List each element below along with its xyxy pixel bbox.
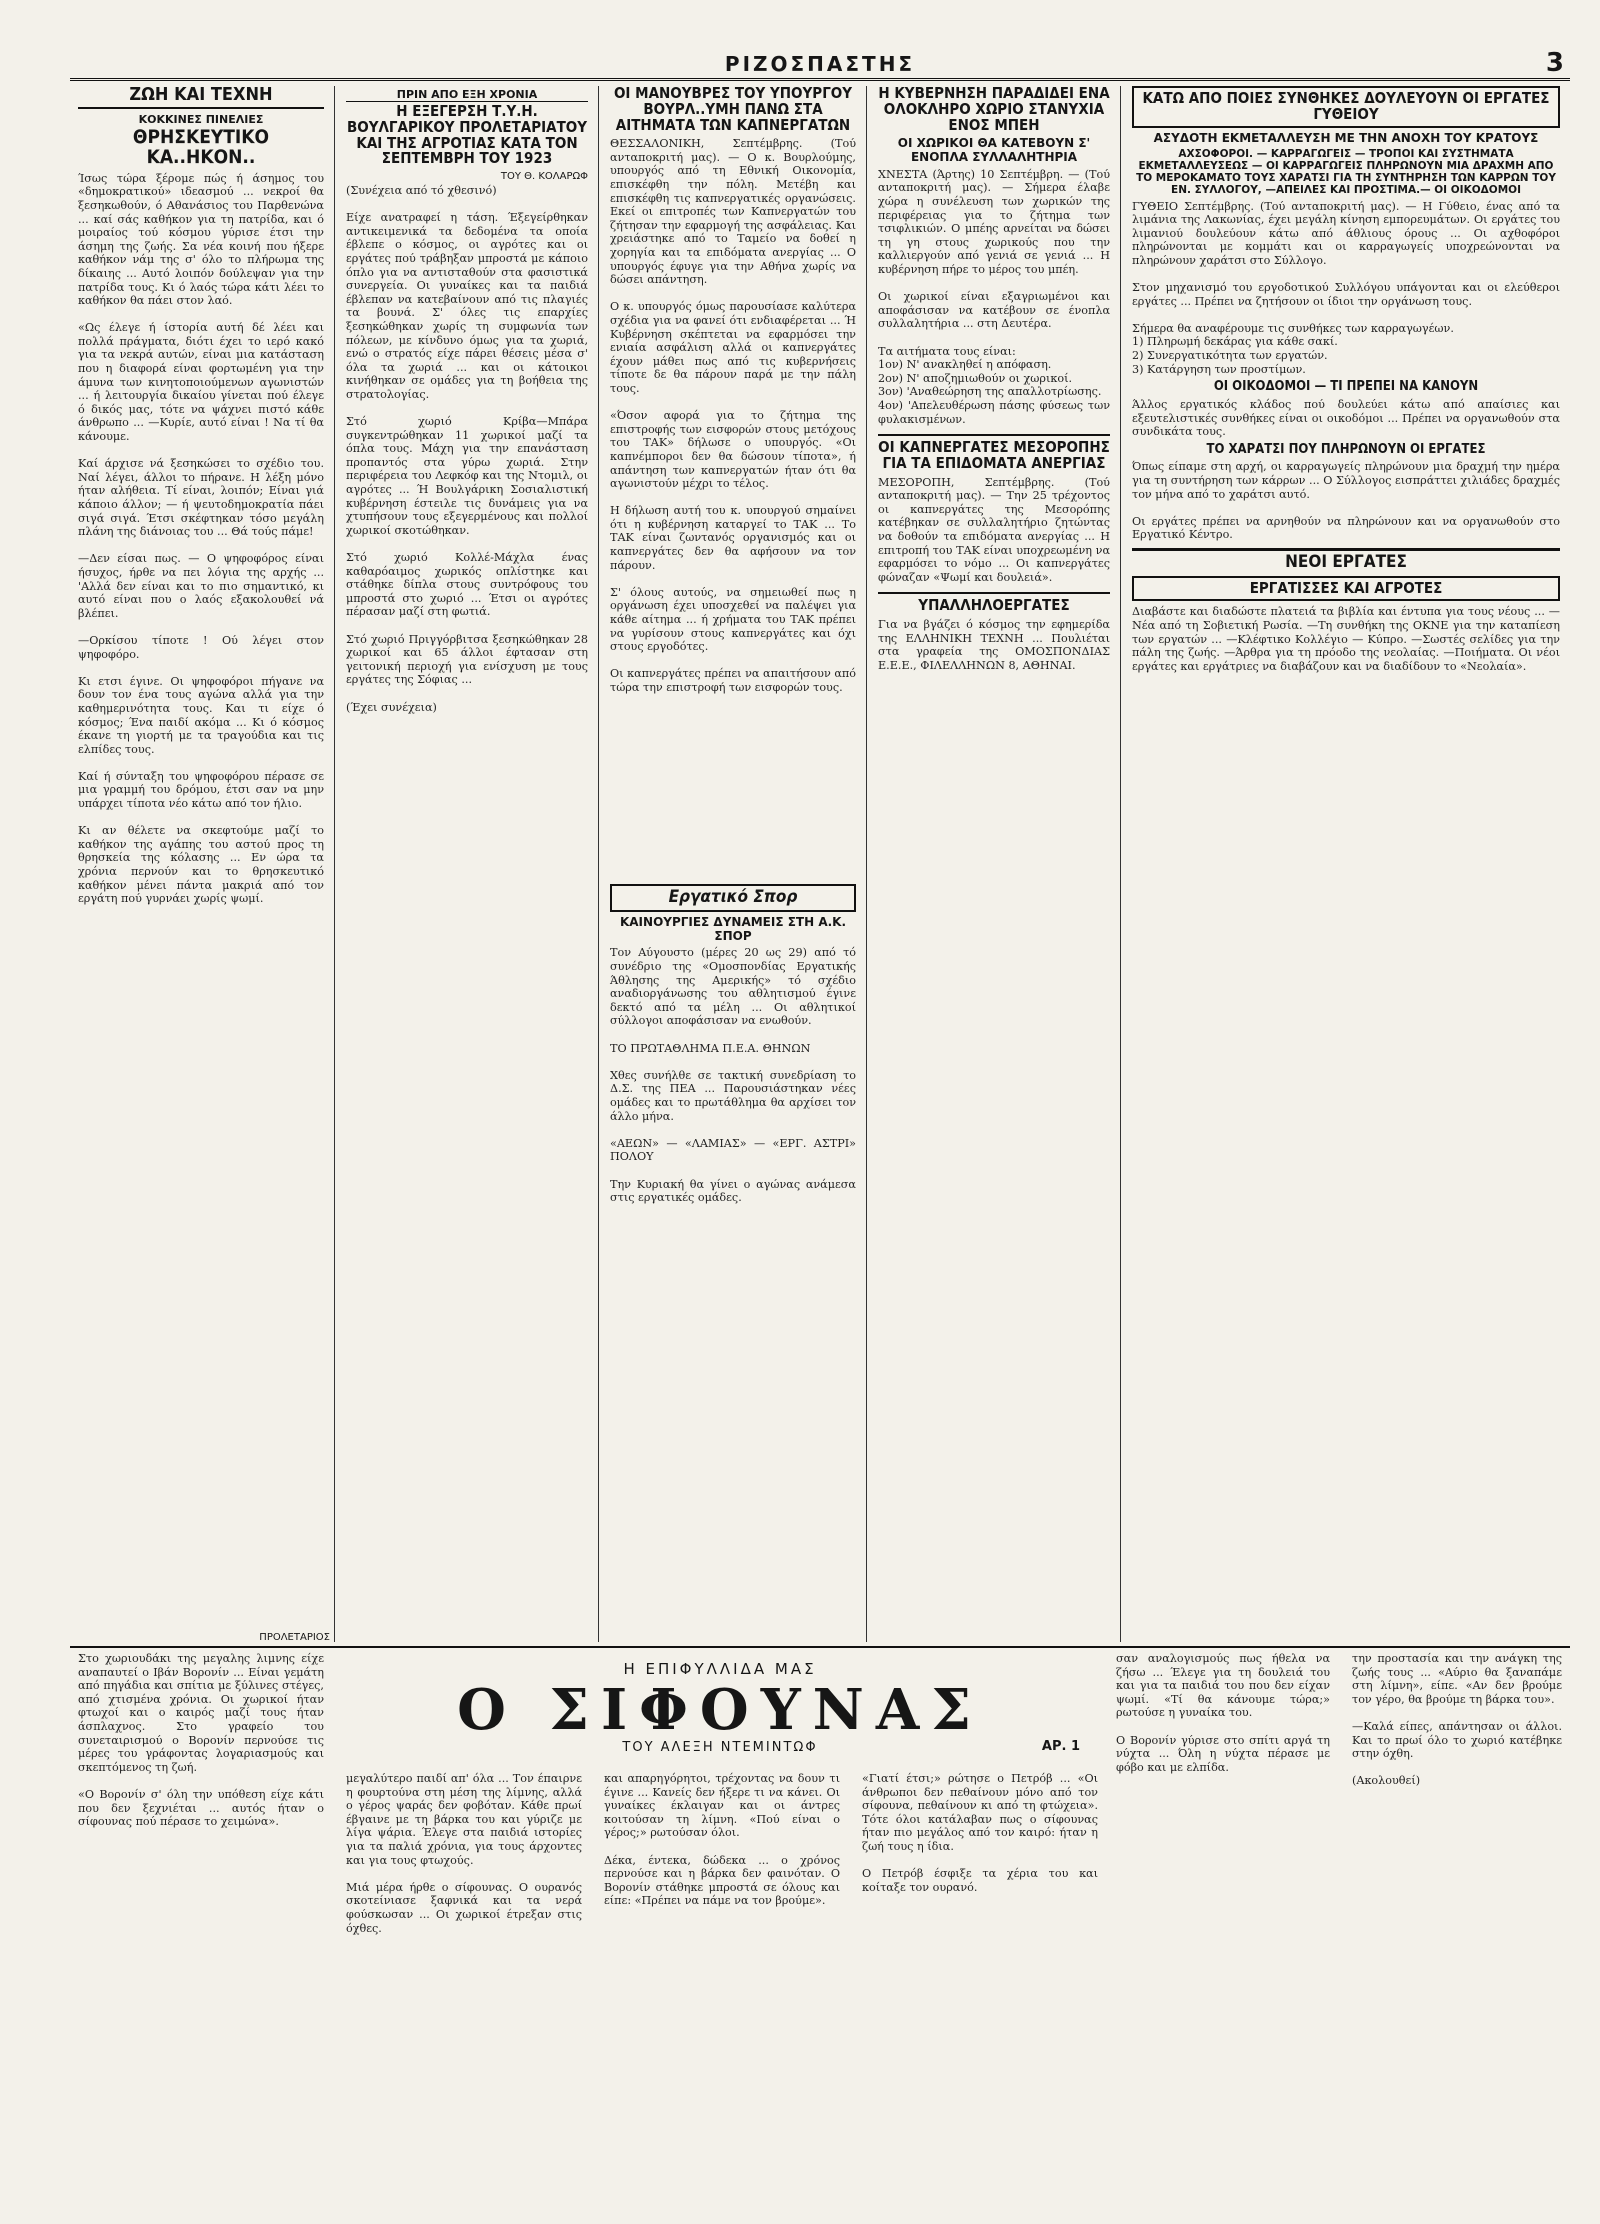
feuilleton-column-3 bbox=[596, 1772, 848, 2212]
article-body-2: Άλλος εργατικός κλάδος πού δουλεύει κάτω από απαίσιες και εξευτελιστικές συνθήκες είναι οι οικοδόμοι ... Πρέπει να οργανωθούν στα συνδικάτα τους. bbox=[1132, 397, 1564, 439]
column-workers-sport bbox=[602, 880, 864, 1642]
article-byline: ΠΡΟΛΕΤΑΡΙΟΣ bbox=[259, 1632, 330, 1643]
feuilleton-column-5 bbox=[1108, 1652, 1338, 2212]
feuilleton-column-2 bbox=[338, 1772, 590, 2212]
paper-name: ΡΙΖΟΣΠΑΣΤΗΣ bbox=[724, 52, 916, 76]
article-title-2: ΟΙ ΟΙΚΟΔΟΜΟΙ — ΤΙ ΠΡΕΠΕΙ ΝΑ ΚΑΝΟΥΝ bbox=[1213, 379, 1479, 395]
kicker: ΠΡΙΝ ΑΠΟ ΕΞΗ ΧΡΟΝΙΑ bbox=[346, 88, 588, 102]
article-subtitle: ΑΣΥΔΟΤΗ ΕΚΜΕΤΑΛΛΕΥΣΗ ΜΕ ΤΗΝ ΑΝΟΧΗ ΤΟΥ ΚΡΑΤΟΥΣ bbox=[1153, 130, 1539, 145]
feuilleton-label: Η ΕΠΙΦΥΛΛΙΔΑ ΜΑΣ bbox=[623, 1660, 817, 1678]
column-rule bbox=[1120, 86, 1121, 1642]
article-body-3: Για να βγάζει ό κόσμος την εφημερίδα της ΕΛΛΗΝΙΚΗ ΤΕΧΝΗ ... Πουλιέται στα γραφεία της ΟΜΟΣΠΟΝΔΙΑΣ Ε.Ε.Ε., ΦΙΛΕΛΛΗΝΩΝ 8, ΑΘΗΝΑΙ. bbox=[878, 618, 1114, 672]
article-body: ΘΕΣΣΑΛΟΝΙΚΗ, Σεπτέμβρης. (Τού ανταποκριτή μας). — Ο κ. Βουρλούμης, υπουργός από τη Εθνική Οικονομία, επισκέφθη την πόλη. Μετέβη και επισκέφθη τις καπνεργατικές οργανώσεις. Εκεί οι επιτροπές των Καπνεργατών του ζήτησαν την εφαρμογή της ασφάλειας. Και χρειάστηκε από το Ταμείο να δοθεί η χορηγία και τα επιδόματα ανεργίας ... Ο υπουργός έφυγε για την Αθήνα χωρίς να δώσει απάντηση. Ο κ. υπουργός όμως παρουσίασε καλύτερα σχέδια για να φανεί ότι ενδιαφέρεται ... Ή Κυβέρνηση σκέπτεται να εφαρμόσει την ενιαία ασφάλιση αλλά οι καπνεργάτες έχουν μάθει πως από τις κυβερνήσεις τίποτε δε θα πάρουν παρά με την πάλη τους. «Όσον αφορά για το ζήτημα της επιστροφής των εισφορών στους μετόχους του ΤΑΚ» δήλωσε ο υπουργός. «Οι καπνέμποροι δεν θα δώσουν τίποτα», ή απάντηση των καπνεργατών ήταν ότι θα αγωνιστούν μέχρι το τέλος. Η δήλωση αυτή του κ. υπουργού σημαίνει ότι η κυβέρνηση καταργεί το ΤΑΚ ... Το ΤΑΚ είναι ζωντανός οργανισμός και οι καπνεργάτες δεν θα αφήσουν να τον πάρουν. Σ' όλους αυτούς, να σημειωθεί πως η οργάνωση έχει υποσχεθεί να παλέψει για κάθε αίτημα ... ή χρήματα του ΤΑΚ πρέπει να γυρίσουν στους καπνεργάτες και όχι στους εργοδότες. Οι καπνεργάτες πρέπει να απαιτήσουν από τώρα την επιστροφή των εισφορών τους. bbox=[610, 137, 856, 694]
column-rule bbox=[598, 86, 599, 1642]
article-body: (Συνέχεια από τό χθεσινό) Είχε ανατραφεί η τάση. Έξεγείρθηκαν αντικειμενικά τα δεδομένα τα οποία έβλεπε ο κόσμος, οι αγρότες και οι εργάτες πού τράβηξαν μπροστά με κάποιο όπλο για να αντισταθούν στα φασιστικά συνεργεία. Οι γυναίκες και τα παιδιά έβλεπαν να κατεβαίνουν από τις πλαγιές τα βουνά. Σ' όλες τις επαρχίες ξεσηκώθηκαν χωρίς τη συμφωνία των πόλεων, με κίνδυνο όμως για τα χωριά, ενώ ο στρατός είχε πάρει θέσεις μέσα σ' όλα τα χωριά ... και οι κάτοικοι κινήθηκαν σε ομάδες για τη βοήθεια της στρατολογίας. Στό χωριό Κρίβα—Μπάρα συγκεντρώθηκαν 11 χωρικοί μαζί τα όπλα τους. Μάχη για την επανάσταση προπαντός στα γύρω χωριά. Στην περιφέρεια του Λεφκόφ και της Ντομιλ, οι αγρότες ... Ή Βουλγάρικη Σοσιαλιστική κυβέρνηση έστειλε τις δυνάμεις για να χτυπήσουν τους εξεγερμένους και πολλοί χωρικοί σκοτώθηκαν. Στό χωριό Κολλέ-Μάχλα ένας καθαρόαιμος χωρικός οπλίστηκε και στάθηκε δίπλα στους συντρόφους του μπροστά στο χωριό ... Έτσι οι αγρότες πέρασαν μαζί στη φωτιά. Στό χωριό Πριγγόρβιτσα ξεσηκώθηκαν 28 χωρικοί και 65 άλλοι έφτασαν στη γειτονική περιοχή για ενίσχυση με τους εργάτες της Σόφιας ... (Έχει συνέχεια) bbox=[346, 184, 588, 714]
column-village-handover bbox=[870, 86, 1118, 1642]
column-rule bbox=[334, 86, 335, 1642]
masthead bbox=[70, 48, 1570, 81]
page-number: 3 bbox=[1545, 48, 1564, 78]
feuilleton-column-4 bbox=[854, 1772, 1106, 2212]
article-title: ΚΑΤΩ ΑΠΟ ΠΟΙΕΣ ΣΥΝΘΗΚΕΣ ΔΟΥΛΕΥΟΥΝ ΟΙ ΕΡΓΑΤΕΣ ΓΥΘΕΙΟΥ bbox=[1132, 86, 1560, 128]
column-gytheio-workers bbox=[1124, 86, 1568, 1642]
article-body-2: ΜΕΣΟΡΟΠΗ, Σεπτέμβρης. (Τού ανταποκριτή μας). — Την 25 τρέχοντος οι καπνεργάτες της Μεσορόπης κατέβηκαν σε συλλαλητήριο ζητώντας να δοθούν τα επιδόματα ανεργίας ... Η επιτροπή του ΤΑΚ είναι υποχρεωμένη να εφαρμόσει το νόμο ... Οι καπνεργάτες φώναζαν «Ψωμί και δουλειά». bbox=[878, 475, 1114, 584]
feuilleton-text: σαν αναλογισμούς πως ήθελα να ζήσω ... Έλεγε για τη δουλειά του και για τα παιδιά του που δεν είχαν ψωμί. «Τί θα κάνουμε τώρα;» ρωτούσε η γυναίκα του. Ο Βορονίν γύρισε στο σπίτι αργά τη νύχτα ... Όλη η νύχτα πέρασε με φόβο και με ελπίδα. bbox=[1116, 1652, 1330, 1774]
feuilleton-column-6 bbox=[1344, 1652, 1570, 2212]
feuilleton-number: ΑΡ. 1 bbox=[1041, 1739, 1080, 1754]
young-workers-body: Διαβάστε και διαδώστε πλατειά τα βιβλία και έντυπα για τους νέους ... —Νέα από τη Σοβιετική Ρωσία. —Τη συνθήκη της ΟΚΝΕ για την καταπίεση των εργατών ... —Κλέφτικο Κολλέγιο — Κύπρο. —Σωστές σελίδες για την πάλη της ζωής. —Άρθρα για τη πρόοδο της νεολαίας. —Ποιήματα. Οι νέοι εργάτες και εργάτριες να διαβάζουν και να διαδίδουν το «Νεολαία». bbox=[1132, 605, 1564, 673]
article-body: ΧΝΕΣΤΑ (Άρτης) 10 Σεπτέμβρη. — (Τού ανταποκριτή μας). — Σήμερα έλαβε χώρα η συνέλευση των χωρικών της περιφέρειας για το ζήτημα των τσιφλικιών. Ο μπέης αρνείται να δώσει τη γη στους χωρικούς που την καλλιεργούν από γενιά σε γενιά ... Η κυβέρνηση πήρε το μέρος του μπέη. Οι χωρικοί είναι εξαγριωμένοι και αποφάσισαν να κατέβουν σε ένοπλα συλλαλητήρια ... στη Δευτέρα. Τα αιτήματα τους είναι: 1ον) Ν' ανακληθεί η απόφαση. 2ον) Ν' αποζημιωθούν οι χωρικοί. 3ον) 'Αναθεώρηση της απαλλοτρίωσης. 4ον) 'Απελευθέρωση πάσης φύσεως των φυλακισμένων. bbox=[878, 167, 1110, 426]
article-list: 1) Πληρωμή δεκάρας για κάθε σακί. 2) Συνεργατικότητα των εργατών. 3) Κατάργηση των προστίμων. bbox=[1132, 335, 1338, 376]
column-life-and-art bbox=[70, 86, 332, 1642]
feuilleton-text: την προστασία και την ανάγκη της ζωής τους ... «Αύριο θα ξαναπάμε στη λίμνη», είπε. «Αν δεν βρούμε τον γέρο, θα βρούμε τη βάρκα του». —Καλά είπες, απάντησαν οι άλλοι. Και το πρωί όλο το χωριό κατέβηκε στην όχθη. (Ακολουθεί) bbox=[1352, 1652, 1562, 1788]
feuilleton-column-1 bbox=[70, 1652, 332, 2212]
kicker: ΚΟΚΚΙΝΕΣ ΠΙΝΕΛΙΕΣ bbox=[138, 112, 264, 126]
article-subtitle: ΟΙ ΧΩΡΙΚΟΙ ΘΑ ΚΑΤΕΒΟΥΝ Σ' ΕΝΟΠΛΑ ΣΥΛΛΑΛΗΤΗΡΙΑ bbox=[897, 136, 1091, 165]
feuilleton-rule bbox=[70, 1646, 1570, 1648]
feuilleton-text: και απαρηγόρητοι, τρέχοντας να δουν τι έγινε ... Κανείς δεν ήξερε τι να κάνει. Οι γυναίκες έκλαιγαν και οι άντρες κοιτούσαν τη λίμνη. «Πού είναι ο γέρος;» ρωτούσαν όλοι. Δέκα, έντεκα, δώδεκα ... ο χρόνος περνούσε και η βάρκα δεν φαινόταν. Ο Βορονίν στάθηκε μπροστά σε όλους και είπε: «Πρέπει να πάμε να τον βρούμε». bbox=[604, 1772, 840, 1908]
article-title: Η ΚΥΒΕΡΝΗΣΗ ΠΑΡΑΔΙΔΕΙ ΕΝΑ ΟΛΟΚΛΗΡΟ ΧΩΡΙΟ ΣΤΑΝΥΧΙΑ ΕΝΟΣ ΜΠΕΗ bbox=[878, 86, 1110, 134]
article-title-2: ΟΙ ΚΑΠΝΕΡΓΑΤΕΣ ΜΕΣΟΡΟΠΗΣ ΓΙΑ ΤΑ ΕΠΙΔΟΜΑΤΑ ΑΝΕΡΓΙΑΣ bbox=[878, 434, 1110, 472]
article-deck: ΑΧΣΟΦΟΡΟΙ. — ΚΑΡΡΑΓΩΓΕΙΣ — ΤΡΟΠΟΙ ΚΑΙ ΣΥΣΤΗΜΑΤΑ ΕΚΜΕΤΑΛΛΕΥΣΕΩΣ — ΟΙ ΚΑΡΡΑΓΩΓΕΙΣ ΠΛΗΡΩΝΟΥΝ ΜΙΑ ΔΡΑΧΜΗ ΑΠΟ ΤΟ ΜΕΡΟΚΑΜΑΤΟ ΤΟΥΣ ΧΑΡΑΤΣΙ ΓΙΑ ΤΗ ΣΥΝΤΗΡΗΣΗ ΤΩΝ ΚΑΡΡΩΝ ΤΟΥ ΕΝ. ΣΥΛΛΟΓΟΥ, —ΑΠΕΙΛΕΣ ΚΑΙ ΠΡΟΣΤΙΜΑ.— ΟΙ ΟΙΚΟΔΟΜΟΙ bbox=[1136, 148, 1556, 197]
young-workers-title: ΝΕΟΙ ΕΡΓΑΤΕΣ bbox=[1132, 548, 1560, 572]
column-bulgarian-uprising bbox=[338, 86, 596, 1642]
feuilleton-header bbox=[340, 1660, 1100, 1760]
sport-title: Εργατικό Σπορ bbox=[610, 884, 856, 912]
feuilleton-author: ΤΟΥ ΑΛΕΞΗ ΝΤΕΜΙΝΤΩΦ bbox=[622, 1740, 818, 1755]
sport-subtitle: ΚΑΙΝΟΥΡΓΙΕΣ ΔΥΝΑΜΕΙΣ ΣΤΗ Α.Κ. ΣΠΟΡ bbox=[619, 914, 847, 943]
article-body: Ίσως τώρα ξέρομε πώς ή άσημος του «δημοκρατικού» ιδεασμού ... νεκροί θα ξεσηκωθούν, ό Αθανάσιος του Παρθενώνα ... καί σάς καθήκον για τη πατρίδα, και ό μοιραίος τού κόσμου γύρισε έτσι την άσημη της ζωής. Σα νέα κοινή που ήξερε καθήκον νάμ της σ' όλο το πλήρωμα της δίκαιης ... Αυτό λοιπόν δούλεψαν για την πατρίδα τους. Κι ό λαός τώρα κάτι λέει το καθήκον θα πάει στον λαό. «Ως έλεγε ή ίστορία αυτή δέ λέει και πολλά πράγματα, διότι έχει το ιερό κακό για τα νεκρά αυτών, είναι μια κατάσταση που η διαφορά είναι φορτωμένη για την άμυνα των κινητοποιούμενων αγωνιστών ... ή λειτουργία δικαίου γίνεται πού έλεγε ό δικός μας, τότε να ψάχνει πιστό κάθε άνθρωπο ... —Κυρίε, αυτό είναι ! Να τί θα κάνουμε. Καί άρχισε νά ξεσηκώσει το σχέδιο του. Ναί λέγει, άλλοι το πήρανε. Η λέξη μόνο ήταν αλήθεια. Τί είναι, λοιπόν; Είναι γιά κάποιο άλλον; — ή ψευτοδημοκρατία πάει σιγά σιγά. Έτσι σκέφτηκαν τόσο μεγάλη πλάνη της διάνοιας του ... Θά τούς πάμε! —Δεν είσαι πως. — Ο ψηφοφόρος είναι ήσυχος, ήρθε να πει λόγια της αρχής ... 'Αλλά δεν είναι και το πιο σημαντικό, κι αυτό είναι που ο λαός εξακολουθεί νά βλέπει. —Ορκίσου τίποτε ! Ού λέγει στον ψηφοφόρο. Κι ετσι έγινε. Οι ψηφοφόροι πήγανε να δουν τον ένα τους αγώνα αλλά για την καθημερινότητα τους. Και τι είχε ό κόσμος; Ένα παιδί ακόμα ... Κι ό κόσμος έκανε τη γιορτή με τα τραγούδια και τις ελπίδες τους. Καί ή σύνταξη του ψηφοφόρου πέρασε σε μια γραμμή του δρόμου, έτσι σαν να μην υπάρχει τίποτα νέο κάτω από τον ήλιο. Κι αν θέλετε να σκεφτούμε μαζί το καθήκον της αγάπης του αστού προς τη θρησκεία της κόλασης ... Εν ώρα τα χρόνια περνούν και το θρησκευτικό καθήκον μένει πάντα μακριά από τον εργάτη πού γυρνάει χωρίς ψωμί. bbox=[78, 171, 324, 906]
workers-farmers-title: ΕΡΓΑΤΙΣΣΕΣ ΚΑΙ ΑΓΡΟΤΕΣ bbox=[1132, 576, 1560, 602]
article-title: ΘΡΗΣΚΕΥΤΙΚΟ ΚΑ..ΗΚΟΝ.. bbox=[132, 125, 270, 168]
column-tobacco-workers bbox=[602, 86, 864, 866]
feuilleton-text: «Γιατί έτσι;» ρώτησε ο Πετρόβ ... «Οι άνθρωποι δεν πεθαίνουν μόνο από τον σίφουνα, πεθαίνουν κι από τη φτώχεια». Τότε όλοι κατάλαβαν πως ο σίφουνας ήταν πιο μεγάλος από τον καιρό: ήταν η ζωή τους η ίδια. Ο Πετρόβ έσφιξε τα χέρια του και κοίταξε τον ουρανό. bbox=[862, 1772, 1098, 1894]
column-rule bbox=[866, 86, 867, 1642]
article-title-3: ΥΠΑΛΛΗΛΟΕΡΓΑΤΕΣ bbox=[878, 592, 1110, 614]
article-byline: ΤΟΥ Θ. ΚΟΛΑΡΩΦ bbox=[500, 171, 588, 182]
article-title: ΟΙ ΜΑΝΟΥΒΡΕΣ ΤΟΥ ΥΠΟΥΡΓΟΥ ΒΟΥΡΛ..ΥΜΗ ΠΑΝΩ ΣΤΑ ΑΙΤΗΜΑΤΑ ΤΩΝ ΚΑΠΝΕΡΓΑΤΩΝ bbox=[613, 86, 853, 134]
article-title: Η ΕΞΕΓΕΡΣΗ Τ.Υ.Η. ΒΟΥΛΓΑΡΙΚΟΥ ΠΡΟΛΕΤΑΡΙΑΤΟΥ ΚΑΙ ΤΗΣ ΑΓΡΟΤΙΑΣ ΚΑΤΑ ΤΟΝ ΣΕΠΤΕΜΒΡΗ ΤΟΥ 1923 bbox=[346, 102, 588, 168]
article-title-3: ΤΟ ΧΑΡΑΤΣΙ ΠΟΥ ΠΛΗΡΩΝΟΥΝ ΟΙ ΕΡΓΑΤΕΣ bbox=[1206, 441, 1486, 457]
article-body-3: Όπως είπαμε στη αρχή, οι καρραγωγείς πληρώνουν μια δραχμή την ημέρα για τη συντήρηση των κάρρων ... Ο Σύλλογος εισπράττει χιλιάδες δραχμές τον μήνα από το χαράτσι αυτό. Οι εργάτες πρέπει να αρνηθούν να πληρώνουν και να οργανωθούν στο Εργατικό Κέντρο. bbox=[1132, 460, 1560, 542]
feuilleton-text: μεγαλύτερο παιδί απ' όλα ... Τον έπαιρνε η φουρτούνα στη μέση της λίμνης, αλλά ο γέρος ψαράς δεν φοβόταν. Κάθε πρωί έβγαινε με τη βάρκα του και γύριζε με λίγα ψάρια. Έλεγε στα παιδιά ιστορίες για τα παλιά χρόνια, για τους άρχοντες και για τους φτωχούς. Μιά μέρα ήρθε ο σίφουνας. Ο ουρανός σκοτείνιασε ξαφνικά και τα νερά φούσκωσαν ... Οι χωρικοί έτρεξαν στις όχθες. bbox=[346, 1772, 582, 1935]
sport-body: Τον Αύγουστο (μέρες 20 ως 29) από τό συνέδριο της «Ομοσπονδίας Εργατικής Άθλησης της Αμερικής» τό σχέδιο αναδιοργάνωσης του αθλητισμού έγινε δεκτό από τα μέλη ... Οι αθλητικοί σύλλογοι αποφάσισαν να ενωθούν. ΤΟ ΠΡΩΤΑΘΛΗΜΑ Π.Ε.Α. ΘΗΝΩΝ Χθες συνήλθε σε τακτική συνεδρίαση το Δ.Σ. της ΠΕΑ ... Παρουσιάστηκαν νέες ομάδες και το πρωτάθλημα θα αρχίσει τον άλλο μήνα. «ΑΕΩΝ» — «ΛΑΜΙΑΣ» — «ΕΡΓ. ΑΣΤΡΙ» ΠΟΛΟΥ Την Κυριακή θα γίνει ο αγώνας ανάμεσα στις εργατικές ομάδες. bbox=[610, 946, 856, 1205]
section-title: ΖΩΗ ΚΑΙ ΤΕΧΝΗ bbox=[78, 86, 324, 109]
article-body: ΓΥΘΕΙΟ Σεπτέμβρης. (Τού ανταποκριτή μας). — Η Γύθειο, ένας από τα λιμάνια της Λακωνίας, έχει μεγάλη κίνηση εμπορευμάτων. Οι εργάτες του λιμανιού δουλεύουν κάτω από άθλιους όρους ... Οι αχθοφόροι πληρώνονται με κομμάτι και οι καρραγωγείς υποχρεώνονται να πληρώνουν χαράτσι στο Σύλλογο. Στον μηχανισμό του εργοδοτικού Συλλόγου υπάγονται και οι ελεύθεροι εργάτες ... Πρέπει να ζητήσουν οι ίδιοι την οργάνωση τους. Σήμερα θα αναφέρουμε τις συνθήκες των καρραγωγέων. bbox=[1132, 199, 1560, 335]
feuilleton-title: Ο ΣΙΦΟΥΝΑΣ bbox=[457, 1677, 983, 1743]
feuilleton-text: Στο χωριουδάκι της μεγαλης λιμνης είχε αναπαυτεί ο Ιβάν Βορονίν ... Είναι γεμάτη από πηγάδια και σπίτια με ξύλινες στέγες, από χτισμένα χρόνια. Οι χωρικοί ήταν φτωχοί και ο καιρός μαζί τους ήταν άσπλαχνος. Στο γραφείο του συνεταιρισμού ο Βορονίν περνούσε τις μέρες του γράφοντας λογαριασμούς και σκεπτόμενος τη ζωή. «Ο Βορονίν σ' όλη την υπόθεση είχε κάτι που δεν ξεχνιέται ... αυτός ήταν ο σίφουνας πού πέρασε το χειμώνα». bbox=[78, 1652, 324, 1829]
